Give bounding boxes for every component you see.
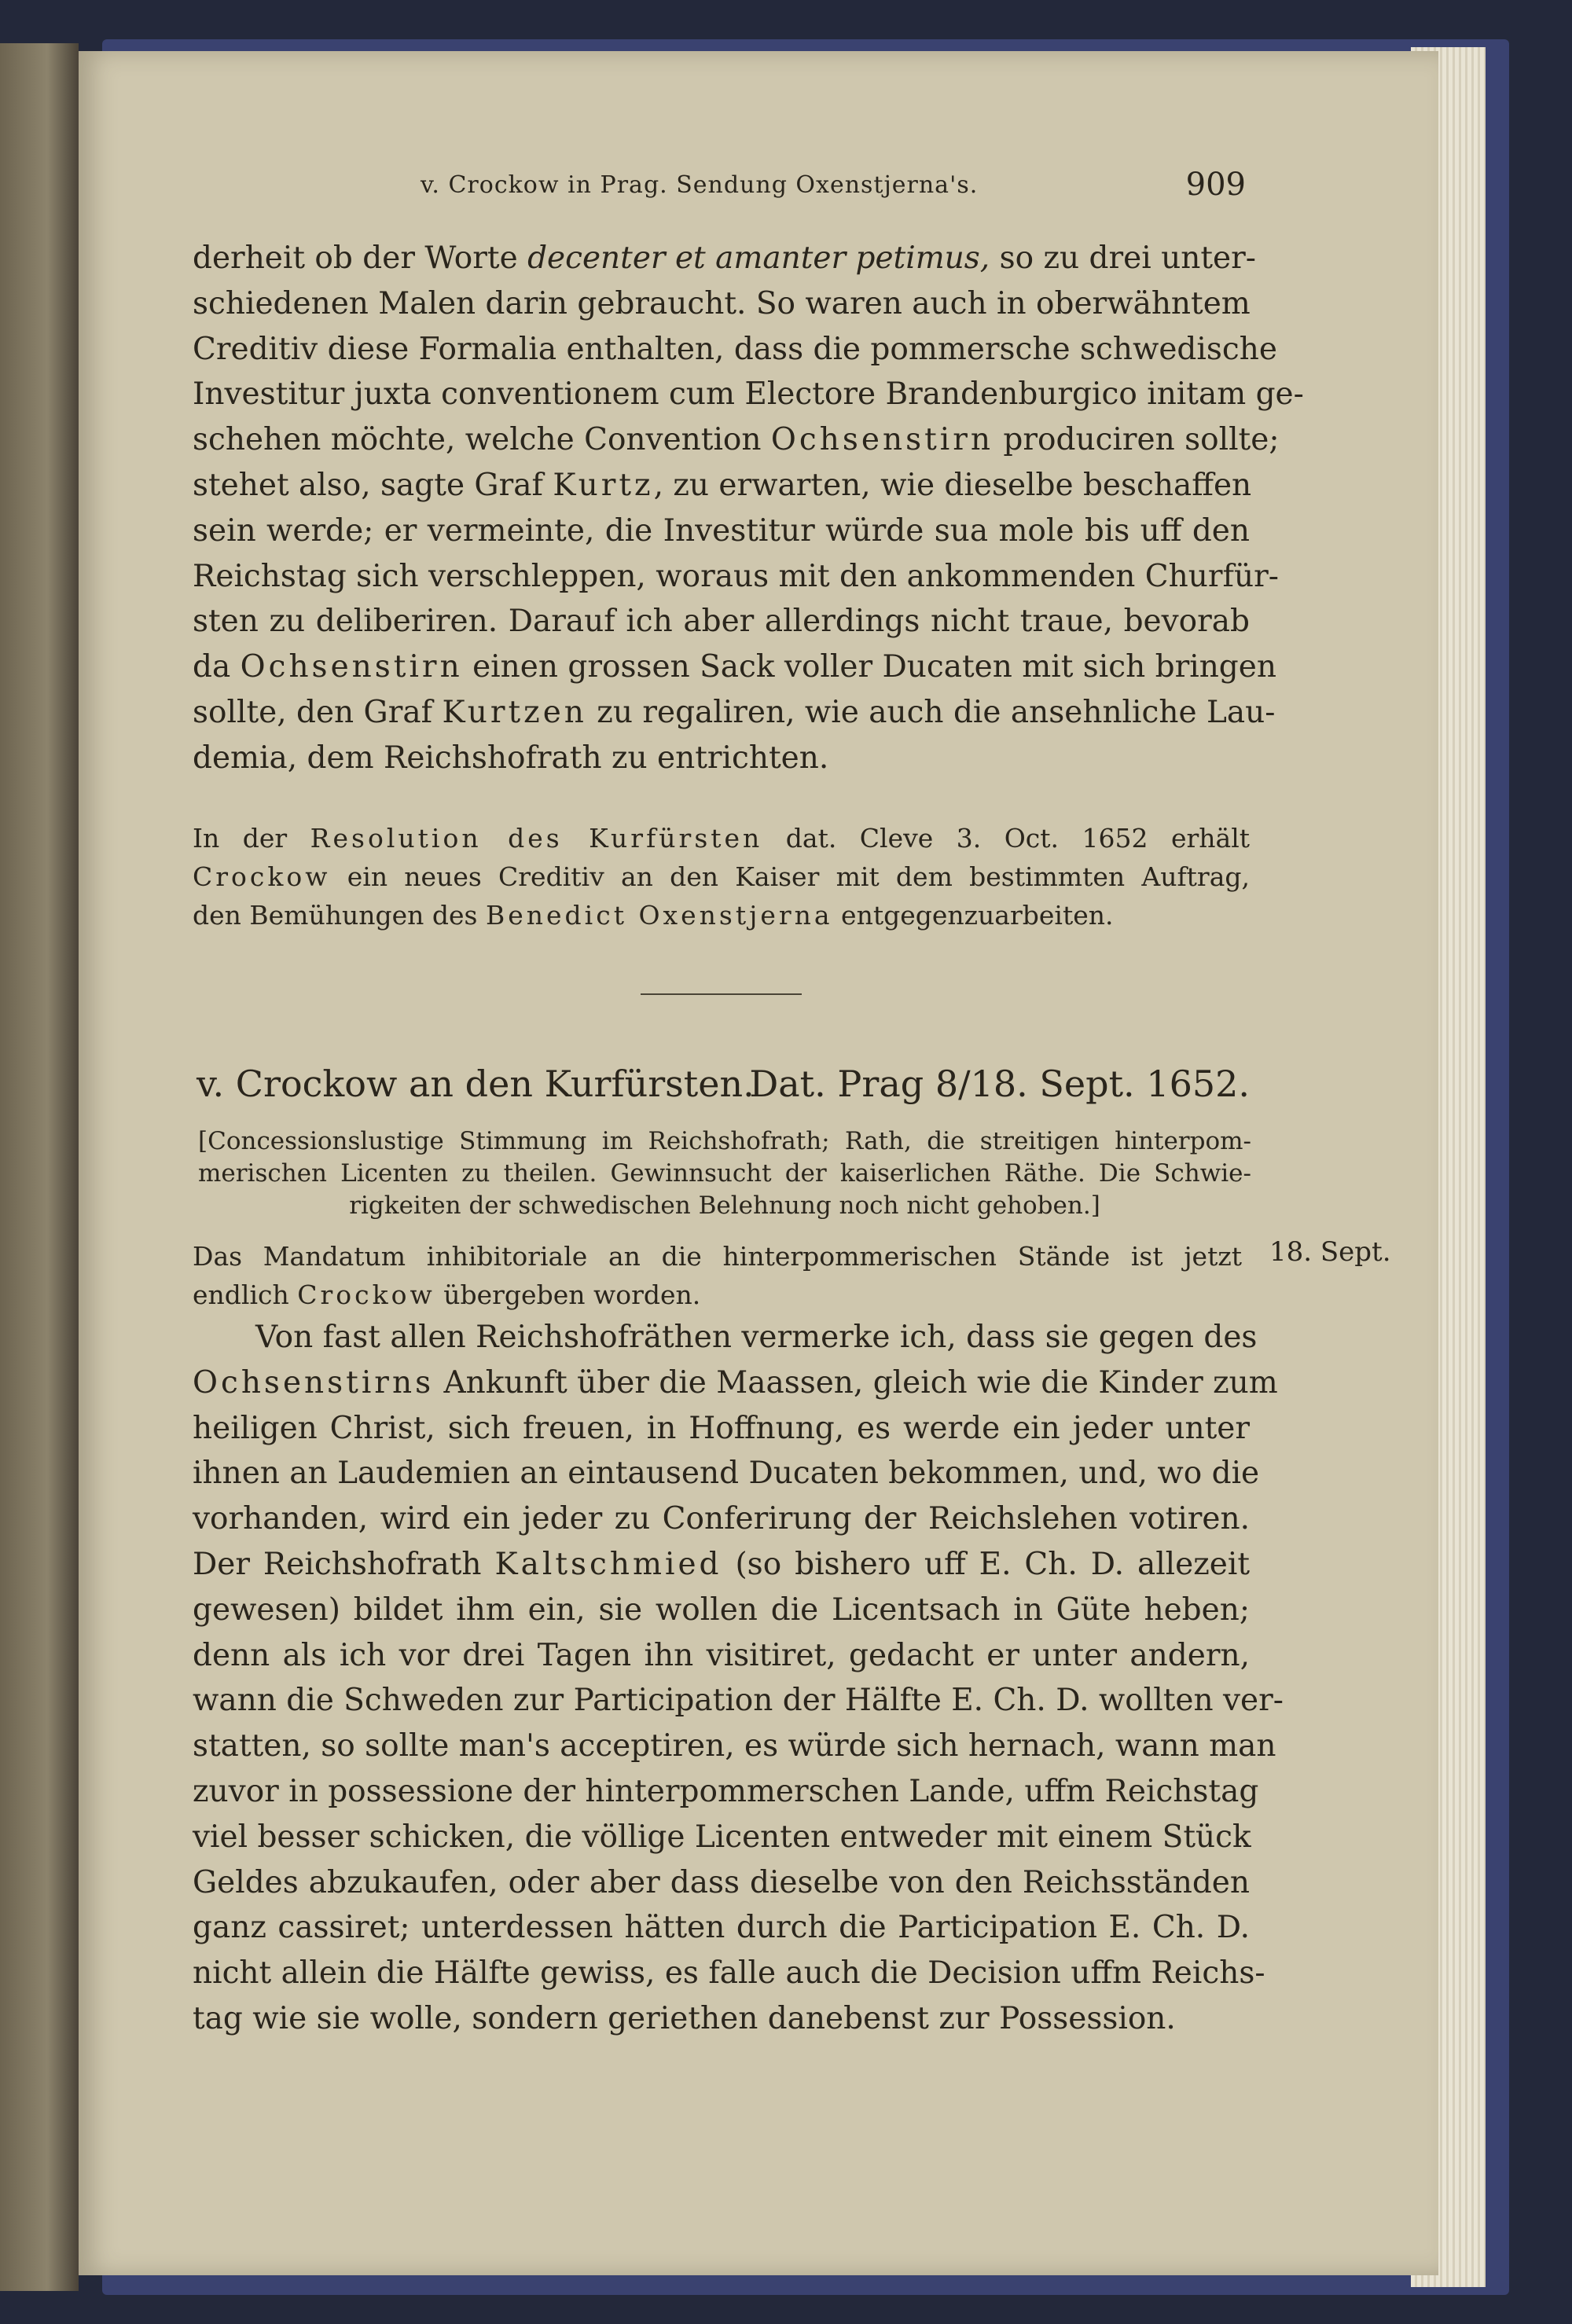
body-line: wann die Schweden zur Participation der Hälfte E. Ch. D. wollten ver- (193, 1683, 1284, 1719)
editorial-note (193, 819, 1250, 934)
letter-heading (196, 1063, 1250, 1105)
paragraph-line: schiedenen Malen darin gebraucht. So waren auch in oberwähntem (193, 285, 1251, 321)
note-line: Crockow ein neues Creditiv an den Kaiser mit dem bestimmten Auftrag, (193, 861, 1250, 892)
body-line: denn als ich vor drei Tagen ihn visitiret, gedacht er unter andern, (193, 1637, 1250, 1673)
paragraph-line: stehet also, sagte Graf Kurtz, zu erwarten, wie dieselbe beschaffen (193, 467, 1252, 503)
letter-body (193, 1315, 1284, 2042)
body-line: viel besser schicken, die völlige Licenten entweder mit einem Stück (193, 1819, 1251, 1855)
summary-line: rigkeiten der schwedischen Belehnung noch nicht gehoben.] (349, 1191, 1100, 1220)
body-line: gewesen) bildet ihm ein, sie wollen die Licentsach in Güte heben; (193, 1592, 1250, 1628)
note-line: In der Resolution des Kurfürsten dat. Cleve 3. Oct. 1652 erhält (193, 823, 1251, 854)
paragraph-line: sten zu deliberiren. Darauf ich aber allerdings nicht traue, bevorab (193, 604, 1250, 640)
body-line: ihnen an Laudemien an eintausend Ducaten bekommen, und, wo die (193, 1456, 1260, 1492)
body-line: Ochsenstirns Ankunft über die Maassen, gleich wie die Kinder zum (193, 1364, 1278, 1401)
letter-title: v. Crockow an den Kurfürsten. (196, 1063, 755, 1105)
paragraph-line: derheit ob der Worte decenter et amanter petimus, so zu drei unter- (193, 240, 1256, 276)
page-number: 909 (1185, 167, 1246, 203)
paragraph-line: Creditiv diese Formalia enthalten, dass die pommersche schwedische (193, 331, 1277, 367)
note-line: den Bemühungen des Benedict Oxenstjerna entgegenzuarbeiten. (193, 900, 1114, 931)
paragraph-continued (193, 236, 1304, 781)
summary-line: [Concessionslustige Stimmung im Reichshofrath; Rath, die streitigen hinterpom- (198, 1127, 1251, 1155)
section-divider (641, 993, 802, 995)
body-line: tag wie sie wolle, sondern geriethen danebenst zur Possession. (193, 2000, 1176, 2036)
paragraph-line: Reichstag sich verschleppen, woraus mit den ankommenden Churfür- (193, 558, 1279, 594)
body-line: Der Reichshofrath Kaltschmied (so bishero uff E. Ch. D. allezeit (193, 1546, 1250, 1582)
body-line: Von fast allen Reichshofräthen vermerke ich, dass sie gegen des (255, 1320, 1258, 1355)
paragraph-line: demia, dem Reichshofrath zu entrichten. (193, 740, 829, 776)
body-line: heiligen Christ, sich freuen, in Hoffnung, es werde ein jeder unter (193, 1410, 1250, 1446)
intro-line: Das Mandatum inhibitoriale an die hinterpommerischen Stände ist jetzt (193, 1241, 1242, 1272)
body-line: nicht allein die Hälfte gewiss, es falle auch die Decision uffm Reichs- (193, 1955, 1265, 1992)
facing-page-edge (0, 43, 79, 2291)
running-header (421, 167, 1246, 203)
letter-intro (193, 1237, 1242, 1314)
body-line: zuvor in possessione der hinterpommerschen Lande, uffm Reichstag (193, 1773, 1259, 1809)
summary-line: merischen Licenten zu theilen. Gewinnsucht der kaiserlichen Räthe. Die Schwie- (198, 1159, 1251, 1188)
body-line: ganz cassiret; unterdessen hätten durch die Participation E. Ch. D. (193, 1910, 1250, 1946)
letter-date: Dat. Prag 8/18. Sept. 1652. (749, 1063, 1250, 1105)
paragraph-line: sein werde; er vermeinte, die Investitur würde sua mole bis uff den (193, 512, 1250, 549)
body-line: vorhanden, wird ein jeder zu Conferirung der Reichslehen votiren. (193, 1501, 1250, 1537)
intro-line: endlich Crockow übergeben worden. (193, 1279, 701, 1310)
paragraph-line: Investitur juxta conventionem cum Electore Brandenburgico initam ge- (193, 376, 1304, 413)
running-title: v. Crockow in Prag. Sendung Oxenstjerna's. (421, 171, 979, 199)
paragraph-line: sollte, den Graf Kurtzen zu regaliren, wie auch die ansehnliche Lau- (193, 694, 1276, 730)
margin-date: 18. Sept. (1269, 1236, 1391, 1268)
paragraph-line: schehen möchte, welche Convention Ochsenstirn produciren sollte; (193, 422, 1280, 458)
letter-summary (198, 1125, 1251, 1222)
body-line: statten, so sollte man's acceptiren, es würde sich hernach, wann man (193, 1728, 1276, 1764)
paragraph-line: da Ochsenstirn einen grossen Sack voller Ducaten mit sich bringen (193, 649, 1276, 685)
body-line: Geldes abzukaufen, oder aber dass dieselbe von den Reichsständen (193, 1864, 1250, 1900)
